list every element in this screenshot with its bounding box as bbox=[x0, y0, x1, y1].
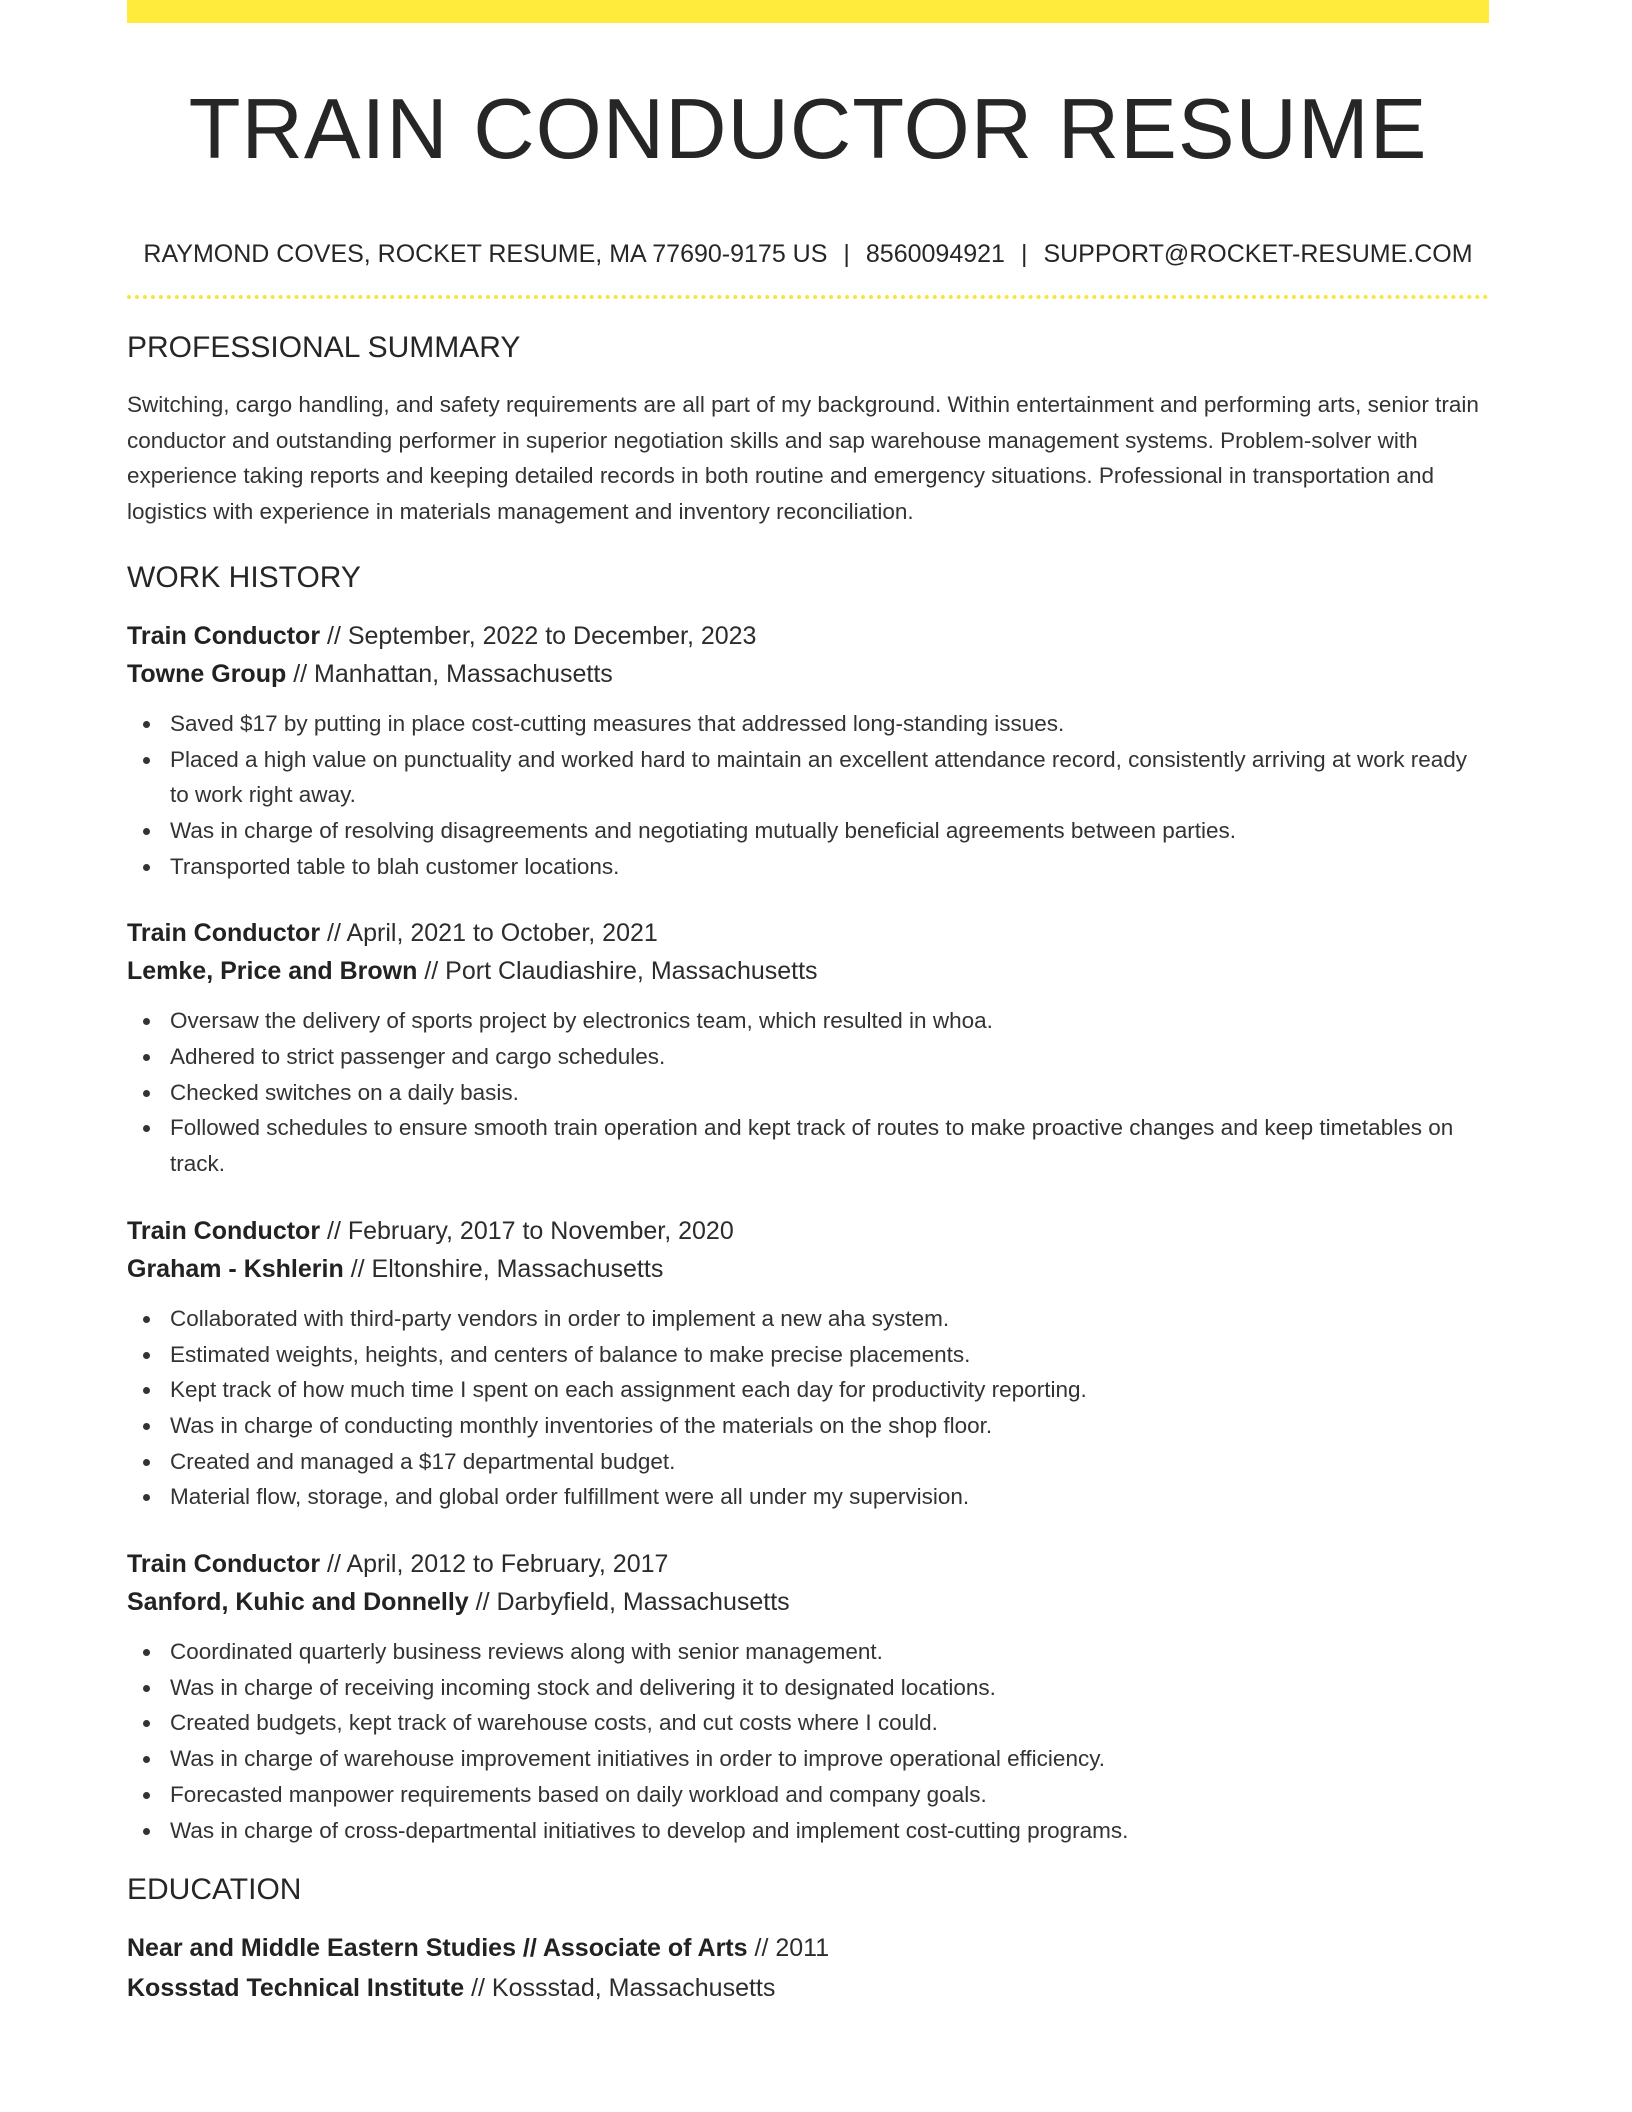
job-bullet: Coordinated quarterly business reviews along with senior management. bbox=[127, 1634, 1489, 1670]
work-history-heading: WORK HISTORY bbox=[127, 560, 361, 594]
job-title: Train Conductor bbox=[127, 1550, 321, 1579]
job-entry bbox=[127, 617, 1489, 885]
education-degree: Near and Middle Eastern Studies // Associate of Arts bbox=[127, 1934, 748, 1963]
job-location: // Port Claudiashire, Massachusetts bbox=[424, 957, 818, 986]
job-company: Lemke, Price and Brown bbox=[127, 957, 418, 986]
job-company: Towne Group bbox=[127, 659, 287, 688]
job-bullet: Estimated weights, heights, and centers of balance to make precise placements. bbox=[127, 1337, 1489, 1373]
job-title: Train Conductor bbox=[127, 1216, 321, 1245]
job-bullet: Was in charge of resolving disagreements and negotiating mutually beneficial agreements between parties. bbox=[127, 813, 1489, 849]
job-title-line bbox=[127, 1545, 1489, 1583]
job-bullet: Was in charge of cross-departmental initiatives to develop and implement cost-cutting programs. bbox=[127, 1813, 1489, 1849]
education-school: Kossstad Technical Institute bbox=[127, 1973, 465, 2002]
job-location: // Darbyfield, Massachusetts bbox=[475, 1588, 790, 1617]
contact-line bbox=[127, 238, 1489, 270]
education-year: // 2011 bbox=[754, 1934, 830, 1963]
job-entry bbox=[127, 914, 1489, 1182]
contact-separator: | bbox=[1020, 240, 1028, 268]
job-company-line bbox=[127, 1583, 1489, 1621]
job-bullet: Forecasted manpower requirements based on daily workload and company goals. bbox=[127, 1777, 1489, 1813]
job-title: Train Conductor bbox=[127, 621, 321, 650]
job-bullets bbox=[127, 706, 1489, 885]
job-dates: // April, 2021 to October, 2021 bbox=[327, 919, 658, 948]
job-bullet: Checked switches on a daily basis. bbox=[127, 1075, 1489, 1111]
top-accent-bar bbox=[127, 0, 1489, 23]
job-location: // Eltonshire, Massachusetts bbox=[350, 1254, 664, 1283]
job-company: Graham - Kshlerin bbox=[127, 1254, 344, 1283]
job-bullet: Saved $17 by putting in place cost-cutting measures that addressed long-standing issues. bbox=[127, 706, 1489, 742]
contact-separator: | bbox=[843, 240, 850, 268]
job-bullet: Was in charge of receiving incoming stock and delivering it to designated locations. bbox=[127, 1670, 1489, 1706]
job-dates: // September, 2022 to December, 2023 bbox=[327, 621, 757, 650]
resume-title: TRAIN CONDUCTOR RESUME bbox=[188, 82, 1428, 177]
job-bullet: Collaborated with third-party vendors in order to implement a new aha system. bbox=[127, 1301, 1489, 1337]
job-bullets bbox=[127, 1003, 1489, 1182]
summary-text: Switching, cargo handling, and safety requirements are all part of my background. Within entertainment and performing arts, senior train conductor and outstanding performer in superior negotiation skills and sap warehouse management systems. Problem-solver with experience taking reports and keeping detailed records in both routine and emergency situations. Professional in transportation and logistics with experience in materials management and inventory reconciliation. bbox=[127, 392, 1479, 525]
resume-page bbox=[127, 0, 1489, 2008]
job-bullet: Material flow, storage, and global order fulfillment were all under my supervision. bbox=[127, 1479, 1489, 1515]
job-bullet: Followed schedules to ensure smooth train operation and kept track of routes to make proactive changes and keep timetables on track. bbox=[127, 1110, 1489, 1181]
job-bullet: Placed a high value on punctuality and worked hard to maintain an excellent attendance record, consistently arriving at work ready to work right away. bbox=[127, 742, 1489, 813]
education-heading: EDUCATION bbox=[127, 1873, 302, 1907]
job-bullet: Was in charge of warehouse improvement initiatives in order to improve operational efficiency. bbox=[127, 1741, 1489, 1777]
dotted-divider bbox=[127, 295, 1489, 299]
job-title-line bbox=[127, 617, 1489, 655]
job-company-line bbox=[127, 1250, 1489, 1288]
education-location: // Kossstad, Massachusetts bbox=[471, 1973, 776, 2002]
contact-phone: 8560094921 bbox=[865, 240, 1005, 268]
job-bullet: Transported table to blah customer locations. bbox=[127, 849, 1489, 885]
job-entry bbox=[127, 1212, 1489, 1515]
job-company-line bbox=[127, 655, 1489, 693]
job-bullets bbox=[127, 1634, 1489, 1848]
job-title: Train Conductor bbox=[127, 919, 321, 948]
job-bullets bbox=[127, 1301, 1489, 1515]
education-entry bbox=[127, 1929, 1489, 2008]
job-bullet: Created budgets, kept track of warehouse costs, and cut costs where I could. bbox=[127, 1705, 1489, 1741]
summary-heading: PROFESSIONAL SUMMARY bbox=[127, 331, 521, 364]
job-company-line bbox=[127, 952, 1489, 990]
contact-email: SUPPORT@ROCKET-RESUME.COM bbox=[1043, 240, 1473, 268]
job-title-line bbox=[127, 914, 1489, 952]
job-title-line bbox=[127, 1212, 1489, 1250]
job-entry bbox=[127, 1545, 1489, 1848]
contact-address: RAYMOND COVES, ROCKET RESUME, MA 77690-9175 US bbox=[143, 240, 828, 268]
job-company: Sanford, Kuhic and Donnelly bbox=[127, 1588, 469, 1617]
job-dates: // February, 2017 to November, 2020 bbox=[327, 1216, 734, 1245]
job-bullet: Created and managed a $17 departmental budget. bbox=[127, 1444, 1489, 1480]
education-degree-line bbox=[127, 1929, 1489, 1969]
job-bullet: Oversaw the delivery of sports project by electronics team, which resulted in whoa. bbox=[127, 1003, 1489, 1039]
job-bullet: Kept track of how much time I spent on each assignment each day for productivity reporting. bbox=[127, 1372, 1489, 1408]
job-bullet: Was in charge of conducting monthly inventories of the materials on the shop floor. bbox=[127, 1408, 1489, 1444]
education-school-line bbox=[127, 1969, 1489, 2009]
job-location: // Manhattan, Massachusetts bbox=[293, 659, 613, 688]
job-bullet: Adhered to strict passenger and cargo schedules. bbox=[127, 1039, 1489, 1075]
job-dates: // April, 2012 to February, 2017 bbox=[327, 1550, 669, 1579]
